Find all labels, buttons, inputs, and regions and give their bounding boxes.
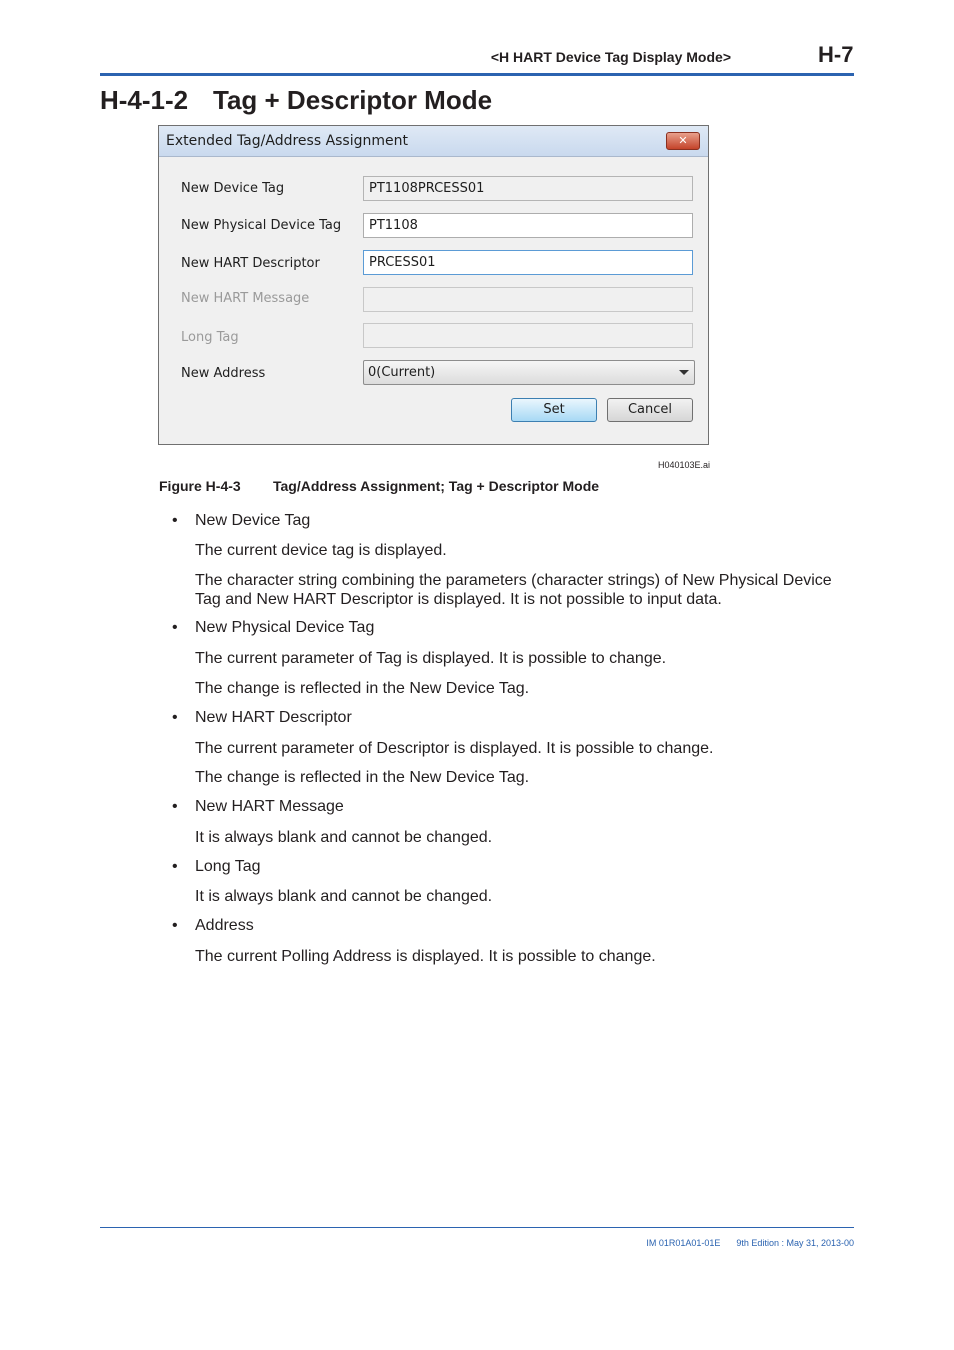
bullet-icon: • <box>172 798 178 815</box>
figure-file-id: H040103E.ai <box>657 460 710 470</box>
new-physical-device-tag-input[interactable]: PT1108 <box>363 213 693 238</box>
list-item-paragraph: The current parameter of Tag is displayed. It is possible to change. <box>195 650 667 667</box>
document-id: IM 01R01A01-01E <box>646 1238 721 1248</box>
set-button[interactable]: Set <box>511 398 597 422</box>
list-item-heading: • New HART Descriptor <box>172 709 352 726</box>
new-hart-message-input <box>363 287 693 312</box>
chapter-header: <H HART Device Tag Display Mode> <box>490 49 731 65</box>
list-item-paragraph: The current parameter of Descriptor is displayed. It is possible to change. <box>195 740 714 757</box>
new-address-value: 0(Current) <box>368 365 436 380</box>
page-number: H-7 <box>818 42 854 67</box>
new-hart-descriptor-label: New HART Descriptor <box>181 256 320 271</box>
list-item-paragraph: The change is reflected in the New Device Tag. <box>195 680 530 697</box>
list-item-paragraph: The current Polling Address is displayed. It is possible to change. <box>195 948 656 965</box>
dialog-titlebar[interactable] <box>159 126 708 157</box>
list-item-paragraph: The change is reflected in the New Device Tag. <box>195 769 530 786</box>
new-hart-descriptor-input[interactable]: PRCESS01 <box>363 250 693 275</box>
edition-info: 9th Edition : May 31, 2013-00 <box>736 1238 854 1248</box>
list-item-heading: • New HART Message <box>172 798 344 815</box>
close-icon[interactable]: ✕ <box>666 132 700 150</box>
bullet-icon: • <box>172 512 178 529</box>
list-item-heading: • New Physical Device Tag <box>172 619 375 636</box>
long-tag-input <box>363 323 693 348</box>
new-device-tag-field: PT1108PRCESS01 <box>363 176 693 201</box>
bullet-icon: • <box>172 858 178 875</box>
new-physical-device-tag-label: New Physical Device Tag <box>181 218 342 233</box>
list-item-heading: • New Device Tag <box>172 512 311 529</box>
section-number: H-4-1-2 <box>100 85 189 115</box>
chevron-down-icon <box>679 370 689 375</box>
bullet-icon: • <box>172 917 178 934</box>
list-item-paragraph: It is always blank and cannot be changed. <box>195 829 493 846</box>
list-item-paragraph: The current device tag is displayed. <box>195 542 447 559</box>
new-hart-message-label: New HART Message <box>181 291 310 306</box>
bullet-icon: • <box>172 619 178 636</box>
dialog-title: Extended Tag/Address Assignment <box>166 133 408 149</box>
long-tag-label: Long Tag <box>181 330 239 345</box>
footer-rule <box>100 1227 854 1228</box>
list-item-heading: • Address <box>172 917 254 934</box>
figure-caption-title: Tag/Address Assignment; Tag + Descriptor Mode <box>273 478 600 494</box>
list-item-heading: • Long Tag <box>172 858 261 875</box>
extended-tag-dialog <box>158 125 709 445</box>
figure-caption <box>159 478 600 494</box>
new-device-tag-label: New Device Tag <box>181 181 285 196</box>
new-address-select[interactable] <box>363 360 695 385</box>
section-title: Tag + Descriptor Mode <box>213 85 493 115</box>
header-rule <box>100 73 854 76</box>
cancel-button[interactable]: Cancel <box>607 398 693 422</box>
new-address-label: New Address <box>181 366 266 381</box>
figure-number: Figure H-4-3 <box>159 478 241 494</box>
footer <box>646 1238 854 1248</box>
bullet-icon: • <box>172 709 178 726</box>
list-item-paragraph: It is always blank and cannot be changed. <box>195 888 493 905</box>
section-heading <box>100 85 492 116</box>
list-item-paragraph: The character string combining the parameters (character strings) of New Physical Device Tag and New HART Descriptor is displayed. It is not possible to input data. <box>195 572 832 608</box>
